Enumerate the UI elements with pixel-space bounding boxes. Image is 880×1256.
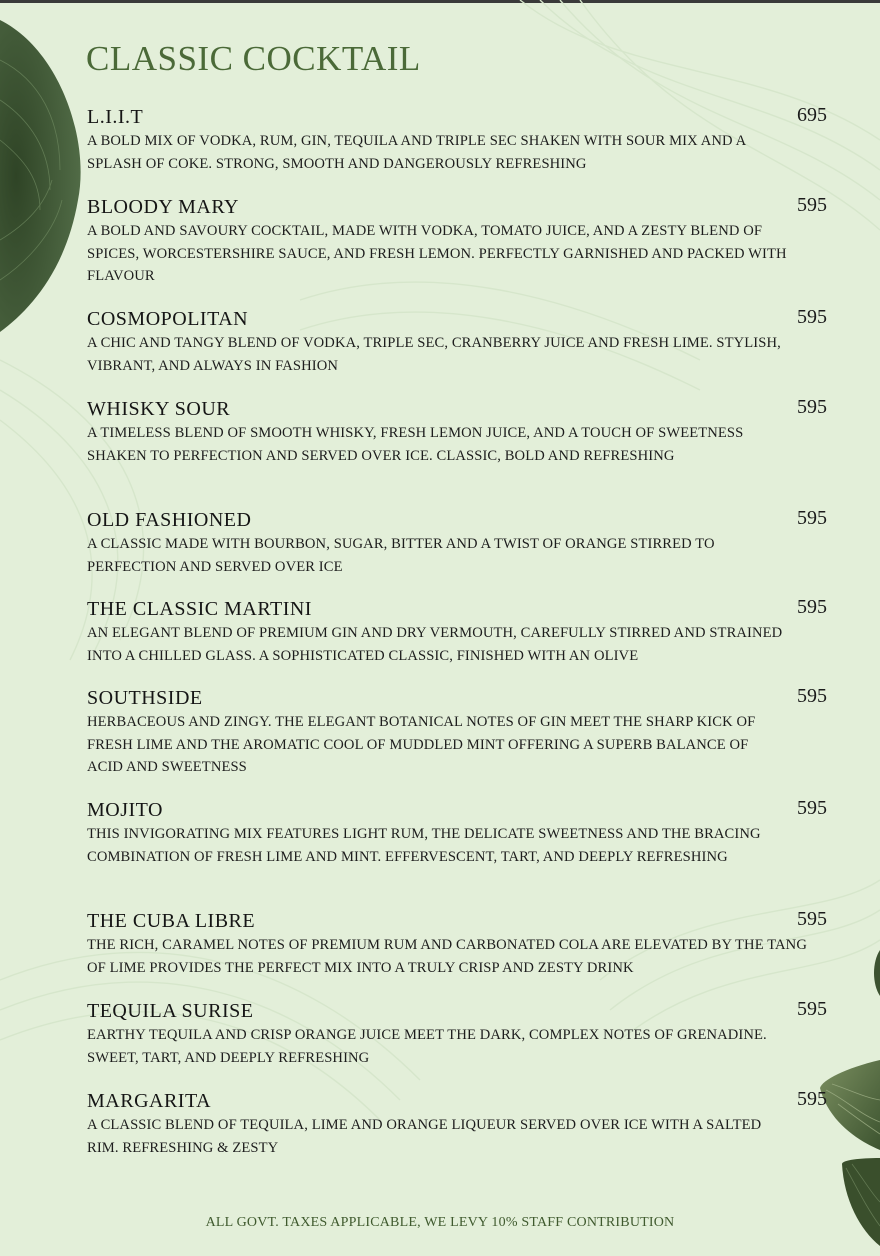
item-name: L.I.I.T	[87, 106, 144, 128]
item-price: 595	[797, 396, 827, 418]
item-description: THE RICH, CARAMEL NOTES OF PREMIUM RUM AND CARBONATED COLA ARE ELEVATED BY THE TANG OF LIME PROVIDES THE PERFECT MIX INTO A TRULY CRISP AND ZESTY DRINK	[87, 937, 807, 976]
item-description: A CHIC AND TANGY BLEND OF VODKA, TRIPLE SEC, CRANBERRY JUICE AND FRESH LIME. STYLISH, VIBRANT, AND ALWAYS IN FASHION	[87, 335, 781, 374]
leaf-decoration-right-edge-icon	[872, 950, 880, 996]
item-name: THE CUBA LIBRE	[87, 910, 256, 932]
menu-item	[87, 308, 827, 377]
item-price: 595	[797, 1088, 827, 1110]
menu-item	[87, 196, 827, 288]
menu-item	[87, 799, 827, 868]
item-description: THIS INVIGORATING MIX FEATURES LIGHT RUM, THE DELICATE SWEETNESS AND THE BRACING COMBINATION OF FRESH LIME AND MINT. EFFERVESCENT, TART, AND DEEPLY REFRESHING	[87, 826, 761, 865]
menu-item	[87, 598, 827, 667]
item-description: EARTHY TEQUILA AND CRISP ORANGE JUICE MEET THE DARK, COMPLEX NOTES OF GRENADINE. SWEET, TART, AND DEEPLY REFRESHING	[87, 1027, 767, 1066]
item-description: A BOLD AND SAVOURY COCKTAIL, MADE WITH VODKA, TOMATO JUICE, AND A ZESTY BLEND OF SPICES, WORCESTERSHIRE SAUCE, AND FRESH LEMON. PERFECTLY GARNISHED AND PACKED WITH FLAVOUR	[87, 223, 787, 284]
item-name: SOUTHSIDE	[87, 687, 203, 709]
menu-item	[87, 106, 827, 175]
menu-item	[87, 1090, 827, 1159]
item-name: BLOODY MARY	[87, 196, 239, 218]
page-title: CLASSIC COCKTAIL	[86, 39, 421, 78]
item-description: AN ELEGANT BLEND OF PREMIUM GIN AND DRY VERMOUTH, CAREFULLY STIRRED AND STRAINED INTO A CHILLED GLASS. A SOPHISTICATED CLASSIC, FINISHED WITH AN OLIVE	[87, 625, 783, 664]
item-description: A TIMELESS BLEND OF SMOOTH WHISKY, FRESH LEMON JUICE, AND A TOUCH OF SWEETNESS SHAKEN TO PERFECTION AND SERVED OVER ICE. CLASSIC, BOLD AND REFRESHING	[87, 425, 744, 464]
item-name: MOJITO	[87, 799, 163, 821]
item-price: 595	[797, 306, 827, 328]
item-price: 595	[797, 507, 827, 529]
item-name: THE CLASSIC MARTINI	[87, 598, 312, 620]
menu-item	[87, 509, 827, 578]
item-description: A BOLD MIX OF VODKA, RUM, GIN, TEQUILA AND TRIPLE SEC SHAKEN WITH SOUR MIX AND A SPLASH OF COKE. STRONG, SMOOTH AND DANGEROUSLY REFRESHING	[87, 133, 746, 172]
item-description: A CLASSIC BLEND OF TEQUILA, LIME AND ORANGE LIQUEUR SERVED OVER ICE WITH A SALTED RIM. REFRESHING & ZESTY	[87, 1117, 762, 1156]
item-name: WHISKY SOUR	[87, 398, 231, 420]
item-name: OLD FASHIONED	[87, 509, 252, 531]
menu-item	[87, 398, 827, 467]
item-description: HERBACEOUS AND ZINGY. THE ELEGANT BOTANICAL NOTES OF GIN MEET THE SHARP KICK OF FRESH LIME AND THE AROMATIC COOL OF MUDDLED MINT OFFERING A SUPERB BALANCE OF ACID AND SWEETNESS	[87, 714, 756, 775]
menu-item	[87, 910, 827, 979]
menu-item	[87, 1000, 827, 1069]
item-price: 595	[797, 998, 827, 1020]
leaf-decoration-top-left-icon	[0, 20, 82, 332]
item-price: 695	[797, 104, 827, 126]
item-name: MARGARITA	[87, 1090, 212, 1112]
item-name: COSMOPOLITAN	[87, 308, 249, 330]
menu-item	[87, 687, 827, 779]
item-name: TEQUILA SURISE	[87, 1000, 254, 1022]
item-description: A CLASSIC MADE WITH BOURBON, SUGAR, BITTER AND A TWIST OF ORANGE STIRRED TO PERFECTION AND SERVED OVER ICE	[87, 536, 715, 575]
item-price: 595	[797, 685, 827, 707]
item-price: 595	[797, 194, 827, 216]
item-price: 595	[797, 797, 827, 819]
item-price: 595	[797, 908, 827, 930]
tax-footer-note: ALL GOVT. TAXES APPLICABLE, WE LEVY 10% STAFF CONTRIBUTION	[205, 1215, 675, 1230]
item-price: 595	[797, 596, 827, 618]
